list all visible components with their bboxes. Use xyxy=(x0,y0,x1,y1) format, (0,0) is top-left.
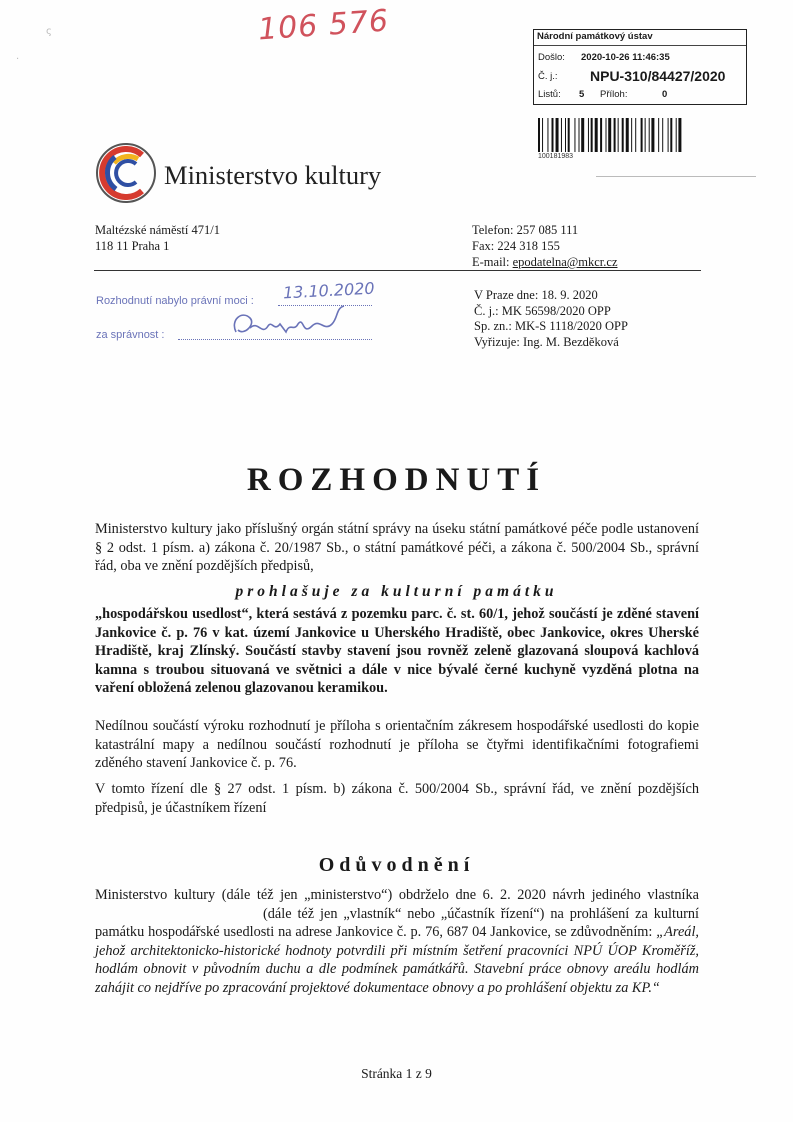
barcode xyxy=(538,118,741,152)
reference-line: Sp. zn.: MK-S 1118/2020 OPP xyxy=(474,319,628,334)
ministry-name: Ministerstvo kultury xyxy=(164,160,382,190)
intro-text: Ministerstvo kultury jako příslušný orgán státní správy na úseku státní památkové péče podle ustanovení § 2 odst. 1 písm. a) zákona č. 20/1987 Sb., o státní památkové péči, a zákona č. 500/2004 Sb., správní řád, oba ve znění pozdějších předpisů, xyxy=(95,521,699,574)
reference-line: Č. j.: MK 56598/2020 OPP xyxy=(474,303,611,318)
reasoning-heading: Odůvodnění xyxy=(318,854,475,876)
decision-paragraph xyxy=(95,605,699,698)
reasoning-paragraph xyxy=(95,886,699,997)
case-references xyxy=(474,288,628,350)
reasoning-quote: „Areál, jehož architektonicko-historické hodnoty potvrdili při místním šetření pracovníci NPÚ ÚOP Kroměříž, hodlám obnovit v původním duchu a dle podmínek památkářů. Stavební práce obnovy areálu hodlám zahájit co nejdříve po zpracování projektové dokumentace obnovy a po prohlášení objektu za KP.“ xyxy=(95,924,699,996)
phone: Telefon: 257 085 111 xyxy=(472,223,579,237)
document-title: ROZHODNUTÍ xyxy=(246,462,547,498)
fax: Fax: 224 318 155 xyxy=(472,239,560,253)
scan-mark: ς xyxy=(46,26,52,37)
stamp-ref-value: NPU-310/84427/2020 xyxy=(590,68,726,84)
intro-paragraph xyxy=(95,520,699,576)
stamp-rule xyxy=(596,176,756,177)
stamp-attachments-value: 0 xyxy=(662,89,668,100)
address-line: Maltézské náměstí 471/1 xyxy=(95,223,220,237)
correctness-label: za správnost : xyxy=(96,329,165,341)
stamp-attachments-label: Příloh: xyxy=(600,89,628,100)
address-line: 118 11 Praha 1 xyxy=(95,239,170,253)
ministry-logo-icon xyxy=(94,141,158,205)
email-line xyxy=(472,254,618,270)
annex-text: Nedílnou součástí výroku rozhodnutí je příloha s orientačním zákresem hospodářské usedlosti do kopie katastrální mapy a nedílnou součástí rozhodnutí je příloha se čtyřmi identifikačními fotografiemi zděného stavení Jankovice č. p. 76. xyxy=(95,718,699,771)
reference-line: Vyřizuje: Ing. M. Bezděková xyxy=(474,334,619,349)
registry-stamp xyxy=(533,29,747,105)
legal-effect-label: Rozhodnutí nabylo právní moci : xyxy=(96,295,254,307)
decision-text: „hospodářskou usedlost“, která sestává z pozemku parc. č. st. 60/1, jehož součástí je zděné stavení Jankovice č. p. 76 v kat. území Jankovice u Uherského Hradiště, obec Jankovice, okres Uherské Hradiště, kraj Zlínský. Součástí stavby stavení jsou rovněž zeleně glazovaná sloupová kachlová kamna s troubou situovaná ve světnici a dále v nice bývalé černé kuchyně vyzděná plotna na vaření obložená zelenou glazovanou keramikou. xyxy=(95,606,699,696)
stamp-received-label: Došlo: xyxy=(538,52,565,63)
declaration-heading: prohlašuje za kulturní památku xyxy=(235,583,558,600)
signature xyxy=(228,302,358,342)
participant-paragraph xyxy=(95,780,699,817)
stamp-sheets-value: 5 xyxy=(579,89,585,100)
stamp-received-value: 2020-10-26 11:46:35 xyxy=(581,52,670,63)
participant-text: V tomto řízení dle § 27 odst. 1 písm. b) zákona č. 500/2004 Sb., správní řád, ve znění pozdějších předpisů, je účastníkem řízení xyxy=(95,781,699,816)
stamp-sheets-label: Listů: xyxy=(538,89,561,100)
email-label: E-mail: xyxy=(472,255,513,269)
ministry-address xyxy=(95,222,220,254)
page-number: Stránka 1 z 9 xyxy=(361,1066,432,1081)
reasoning-mid: (dále též jen „vlastník“ nebo „účastník řízení“) na prohlášení za kulturní památku hospodářské usedlosti na adrese Jankovice č. p. 76, 687 04 Jankovice, se zdůvodněním: xyxy=(95,905,699,940)
reference-line: V Praze dne: 18. 9. 2020 xyxy=(474,288,598,302)
stamp-divider xyxy=(534,45,746,46)
ministry-contact xyxy=(472,222,618,270)
stamp-institution: Národní památkový ústav xyxy=(537,31,653,42)
barcode-number: 100181983 xyxy=(538,153,574,160)
legal-effect-date: 13.10.2020 xyxy=(282,278,376,303)
header-rule xyxy=(94,270,701,271)
scan-mark: · xyxy=(16,54,20,65)
reasoning-start: Ministerstvo kultury (dále též jen „ministerstvo“) obdrželo dne 6. 2. 2020 návrh jediného vlastníka xyxy=(95,887,699,903)
handwritten-number: 106 576 xyxy=(256,3,391,48)
annex-paragraph xyxy=(95,717,699,773)
stamp-ref-label: Č. j.: xyxy=(538,71,558,82)
email-link[interactable]: epodatelna@mkcr.cz xyxy=(512,255,618,269)
